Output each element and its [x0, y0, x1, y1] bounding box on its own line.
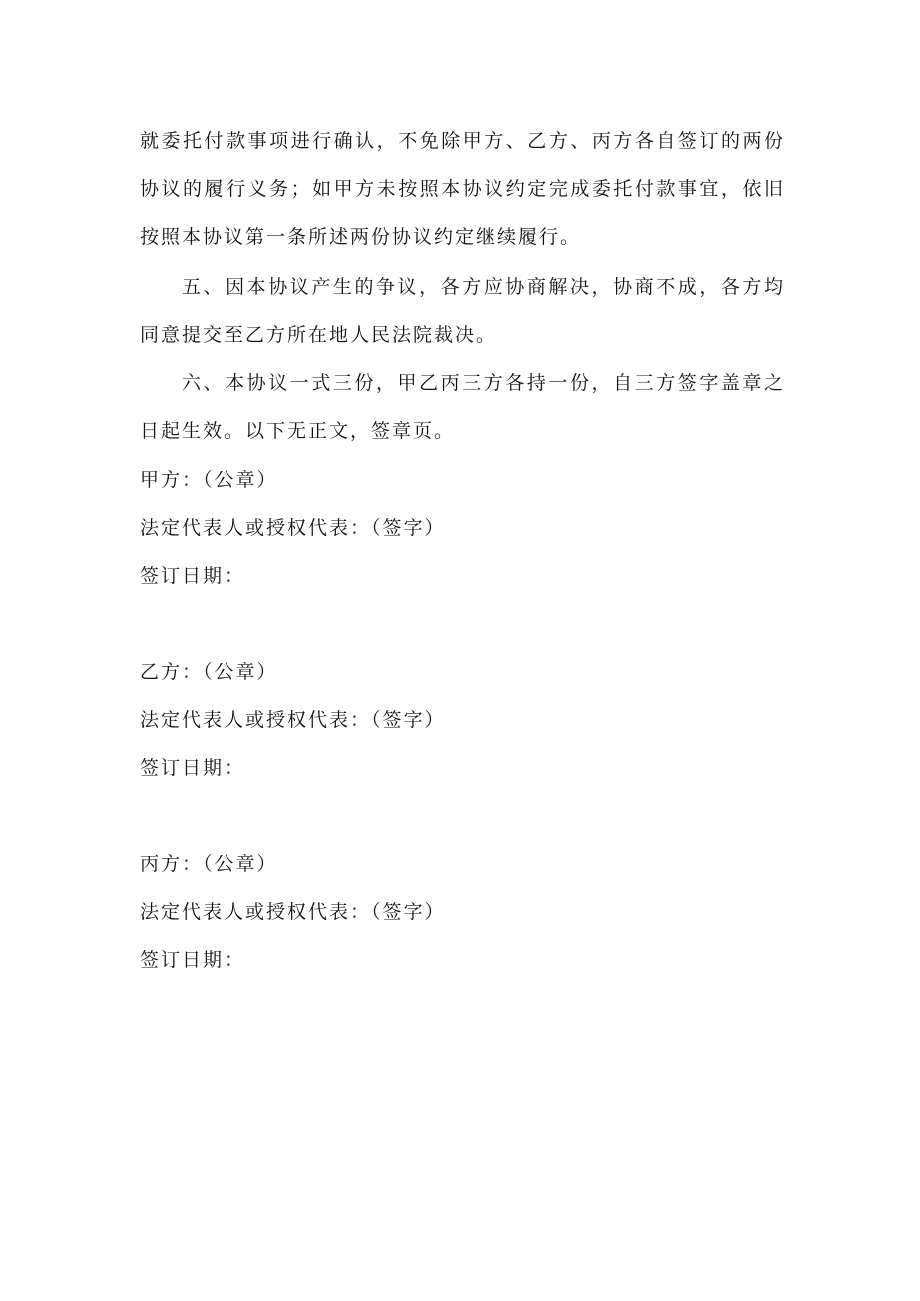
party-b-representative-line: 法定代表人或授权代表：（签字） [140, 709, 446, 731]
paragraph-6: 六、本协议一式三份，甲乙丙三方各持一份，自三方签字盖章之日起生效。以下无正文，签章页。 [140, 372, 785, 442]
party-b-date-line: 签订日期： [140, 757, 246, 779]
party-c-seal-line: 丙方：（公章） [140, 853, 278, 875]
party-b-seal-line: 乙方：（公章） [140, 661, 278, 683]
paragraph-5: 五、因本协议产生的争议，各方应协商解决，协商不成，各方均同意提交至乙方所在地人民法院裁决。 [140, 276, 785, 346]
party-a-date-line: 签订日期： [140, 565, 246, 587]
party-c-representative-line: 法定代表人或授权代表：（签字） [140, 901, 446, 923]
party-a-seal-line: 甲方：（公章） [140, 469, 278, 491]
party-a-representative-line: 法定代表人或授权代表：（签字） [140, 517, 446, 539]
party-c-date-line: 签订日期： [140, 949, 246, 971]
paragraph-4-continued: 就委托付款事项进行确认，不免除甲方、乙方、丙方各自签订的两份协议的履行义务；如甲方未按照本协议约定完成委托付款事宜，依旧按照本协议第一条所述两份协议约定继续履行。 [140, 130, 785, 248]
